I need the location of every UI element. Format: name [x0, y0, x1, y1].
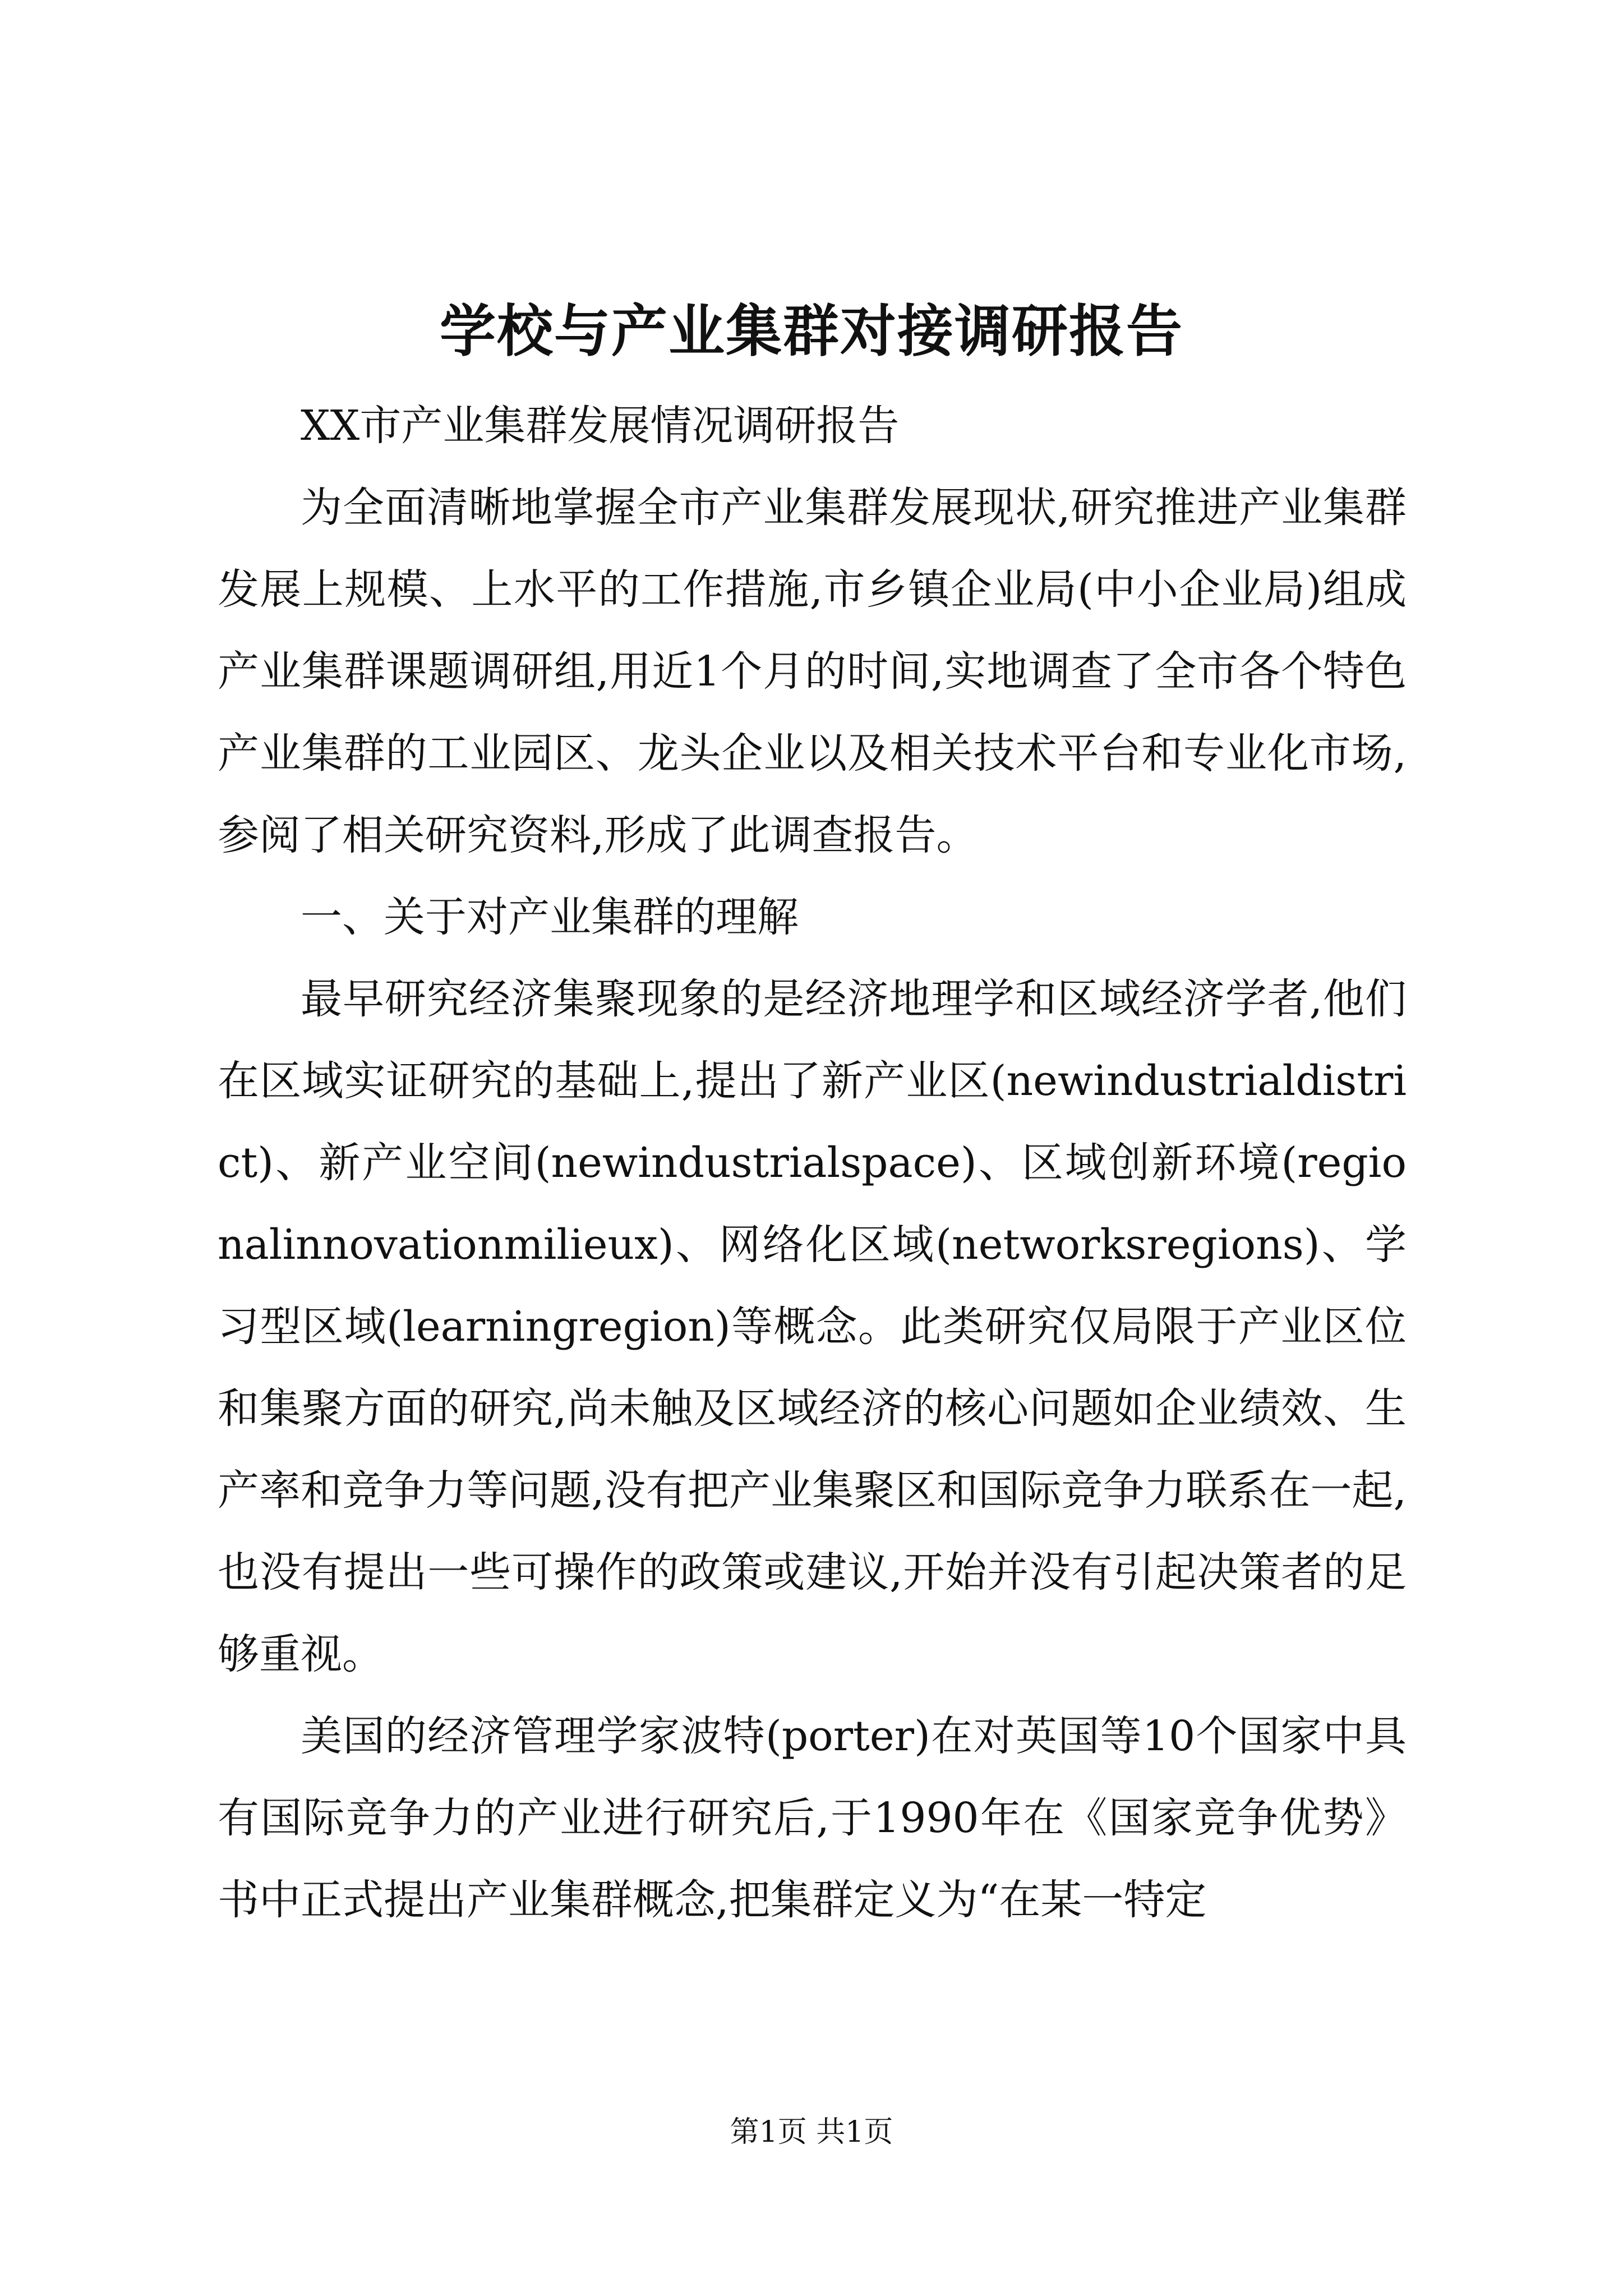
- page-footer: 第1页 共1页: [730, 2115, 893, 2149]
- section-heading: 一、关于对产业集群的理解: [301, 893, 799, 941]
- document-title: 学校与产业集群对接调研报告: [440, 298, 1183, 364]
- document-body: [218, 385, 1407, 1941]
- body-paragraph: 美国的经济管理学家波特(porter)在对英国等10个国家中具有国际竞争力的产业进行研究后,于1990年在《国家竞争优势》书中正式提出产业集群概念,把集群定义为“在某一特定: [218, 1712, 1407, 1924]
- body-paragraph: 最早研究经济集聚现象的是经济地理学和区域经济学者,他们在区域实证研究的基础上,提出了新产业区(newindustrialdistrict)、新产业空间(newindustrialspace)、区域创新环境(regionalinnovationmilieux)、网络化区域(networksregions)、学习型区域(learningregion)等概念。此类研究仅局限于产业区位和集聚方面的研究,尚未触及区域经济的核心问题如企业绩效、生产率和竞争力等问题,没有把产业集聚区和国际竞争力联系在一起,也没有提出一些可操作的政策或建议,开始并没有引起决策者的足够重视。: [218, 975, 1407, 1678]
- intro-paragraph: 为全面清晰地掌握全市产业集群发展现状,研究推进产业集群发展上规模、上水平的工作措施,市乡镇企业局(中小企业局)组成产业集群课题调研组,用近1个月的时间,实地调查了全市各个特色产业集群的工业园区、龙头企业以及相关技术平台和专业化市场,参阅了相关研究资料,形成了此调查报告。: [218, 484, 1407, 859]
- subtitle-paragraph: XX市产业集群发展情况调研报告: [301, 402, 900, 450]
